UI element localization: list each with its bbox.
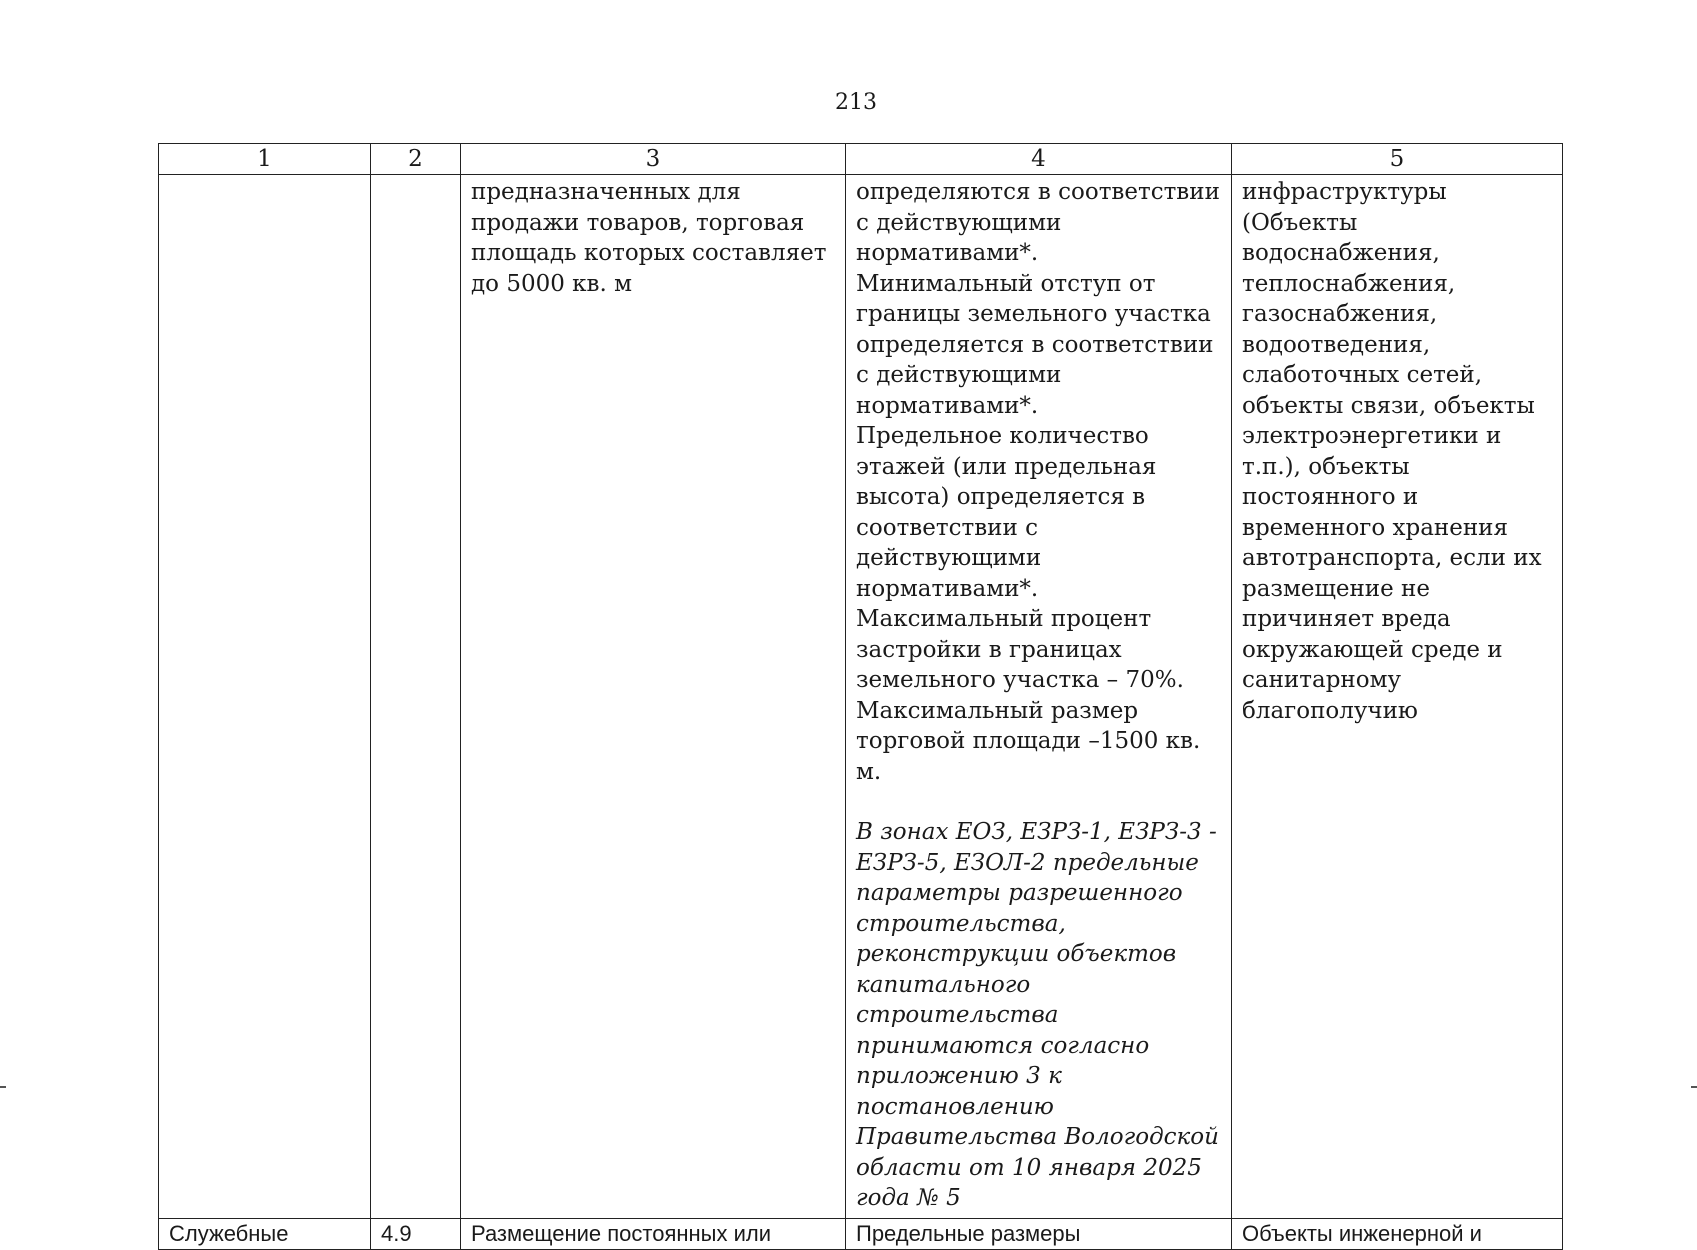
cell-use-code: 4.9 — [371, 1218, 461, 1249]
parameters-paragraph: Предельное количество этажей (или предельная высота) определяется в соответствии с действующими нормативами*. — [856, 423, 1157, 602]
header-col-3: 3 — [461, 144, 846, 175]
cell-parameters — [846, 175, 1232, 1219]
cell-col-1-empty — [159, 175, 371, 1219]
regulations-table — [158, 143, 1563, 1250]
header-col-4: 4 — [846, 144, 1232, 175]
table-row-continued — [159, 175, 1563, 1219]
zones-note: В зонах ЕОЗ, ЕЗРЗ-1, ЕЗРЗ-3 - ЕЗРЗ-5, ЕЗОЛ-2 предельные параметры разрешенного строительства, реконструкции объектов капитального строительства принимаются согласно приложению 3 к постановлению Правительства Вологодской области от 10 января 2025 года № 5 — [856, 819, 1219, 1211]
cell-col-2-empty — [371, 175, 461, 1219]
cell-description: Размещение постоянных или — [461, 1218, 846, 1249]
header-col-2: 2 — [371, 144, 461, 175]
header-col-1: 1 — [159, 144, 371, 175]
parameters-paragraph: определяются в соответствии с действующими нормативами*. — [856, 179, 1220, 266]
cell-use-type: Служебные — [159, 1218, 371, 1249]
table-row-next — [159, 1218, 1563, 1249]
header-col-5: 5 — [1232, 144, 1563, 175]
parameters-paragraph: Максимальный размер торговой площади –1500 кв. м. — [856, 697, 1201, 785]
parameters-paragraph: Максимальный процент застройки в границах земельного участка – 70%. — [856, 606, 1184, 693]
cell-parameters: Предельные размеры — [846, 1218, 1232, 1249]
scan-mark-right — [1691, 1086, 1697, 1088]
table-header-row — [159, 144, 1563, 175]
cell-auxiliary-uses: инфраструктуры (Объекты водоснабжения, теплоснабжения, газоснабжения, водоотведения, слаботочных сетей, объекты связи, объекты электроэнергетики и т.п.), объекты постоянного и временного хранения автотранспорта, если их размещение не причиняет вреда окружающей среде и санитарному благополучию — [1232, 175, 1563, 1219]
scan-mark-left — [0, 1086, 6, 1088]
cell-auxiliary-uses: Объекты инженерной и — [1232, 1218, 1563, 1249]
parameters-paragraph: Минимальный отступ от границы земельного участка определяется в соответствии с действующими нормативами*. — [856, 270, 1214, 419]
cell-description: предназначенных для продажи товаров, торговая площадь которых составляет до 5000 кв. м — [461, 175, 846, 1219]
page-number: 213 — [835, 90, 877, 115]
